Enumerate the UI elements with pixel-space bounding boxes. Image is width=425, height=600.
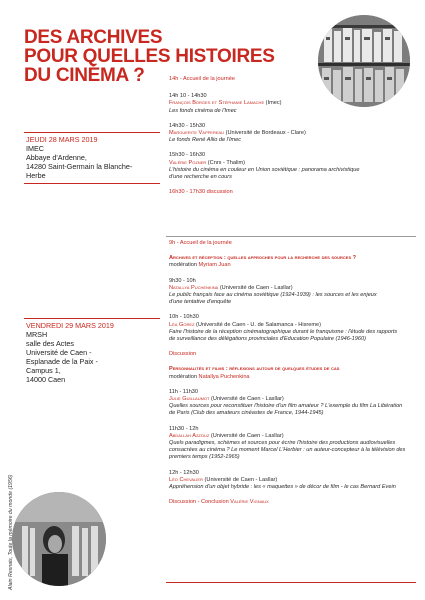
day2-s1-speaker: Natallya Puchenkina xyxy=(169,284,219,291)
day2-s3-speaker-line xyxy=(169,396,415,403)
film-still-photo xyxy=(12,492,106,586)
title-line-2: POUR QUELLES HISTOIRES xyxy=(24,46,275,67)
day1-date: JEUDI 28 MARS 2019 xyxy=(26,135,98,144)
day2-s5-affil: (Université de Caen - Lasllar) xyxy=(202,476,278,483)
day2-s5-time: 12h - 12h30 xyxy=(169,469,199,476)
day2-s2-speaker-line xyxy=(169,322,415,329)
day1-s2-speakers: Marguerite Vappereau xyxy=(169,130,225,137)
day1-welcome: 14h - Accueil de la journée xyxy=(169,76,235,82)
day2-place-5: Campus 1, xyxy=(26,366,61,375)
day1-s1-speakers: François Borges et Stéphanie Lamache xyxy=(169,100,265,107)
day2-closing-label: Discussion - Conclusion xyxy=(169,499,231,506)
day1-top-rule xyxy=(24,132,160,133)
day2-part1-mod-label: modération xyxy=(169,262,199,269)
day2-s4-affil: (Université de Caen - Lasllar) xyxy=(209,432,284,439)
day2-s4-time: 11h30 - 12h xyxy=(169,425,199,432)
day1-discussion: 16h30 - 17h30 discussion xyxy=(169,189,233,196)
day2-s5-title: Appréhension d'un objet hybride : les « maquettes » de décor de film - le cas Bernard Evein xyxy=(169,484,396,491)
day2-discussion-1: Discussion xyxy=(169,351,197,358)
day2-s3-title: Quelles sources pour reconstituer l'histoire d'un film amateur ? L'exemple du film La Libération xyxy=(169,403,403,410)
day-separator xyxy=(166,236,416,237)
day1-place-4: Herbe xyxy=(26,171,46,180)
day2-part2-mod-label: modération xyxy=(169,373,199,380)
day2-s5-speaker: Léo Chevalier xyxy=(169,476,203,483)
photo-credit-wrap xyxy=(8,474,14,591)
day2-venue xyxy=(26,321,166,384)
day2-top-rule xyxy=(24,318,160,319)
day2-s1-time: 9h30 - 10h xyxy=(169,277,196,284)
day1-s2-speaker-line xyxy=(169,130,415,137)
day1-s2-title: Le fonds René Allio de l'Imec xyxy=(169,137,242,144)
day1-s3-time: 15h30 - 16h30 xyxy=(169,152,206,159)
title-line-3: DU CINÉMA ? xyxy=(24,65,145,86)
day2-s2-affil: (Université de Caen - U. de Salamanca - Hisreme) xyxy=(194,321,321,328)
day2-s1-title: Le public français face au cinéma soviétique (1924-1939) : les sources et les enjeux xyxy=(169,292,377,299)
day2-place-1: MRSH xyxy=(26,330,48,339)
day1-place-2: Abbaye d'Ardenne, xyxy=(26,153,87,162)
day2-s5-speaker-line xyxy=(169,477,415,484)
day1-s2-affil: (Université de Bordeaux - Clare) xyxy=(224,130,306,137)
day2-date: VENDREDI 29 MARS 2019 xyxy=(26,321,114,330)
day1-s3-title-2: d'une recherche en cours xyxy=(169,174,232,181)
day1-s3-speakers: Valérie Pozner xyxy=(169,159,207,166)
day2-closing-name: Valérie Vignaux xyxy=(230,499,269,506)
day2-part2-mod-name: Natallya Puchenkina xyxy=(198,373,250,380)
day2-s1-title-2: d'une tentative d'enquête xyxy=(169,299,232,306)
day2-part2-heading: Personnalités et films : réflexions autour de quelques études de cas xyxy=(169,366,340,373)
day2-s1-speaker-line xyxy=(169,285,415,292)
day2-part1-heading: Archives et réception : quelles approches pour la recherche des sources ? xyxy=(169,255,357,262)
bottom-rule xyxy=(166,582,416,583)
day2-s3-affil: (Université de Caen - Lasllar) xyxy=(209,396,284,403)
day1-s1-time: 14h 10 - 14h30 xyxy=(169,93,207,100)
day2-part2-moderation xyxy=(169,374,415,381)
day2-s3-title-2: de Paris (Club des amateurs cinéastes de France, 1944-1945) xyxy=(169,410,324,417)
day2-closing xyxy=(169,499,415,506)
day2-s2-title-2: de surveillance des délégations provinciales d'Education Populaire (1946-1960) xyxy=(169,336,366,343)
day2-part1-moderation xyxy=(169,262,415,269)
day1-program xyxy=(169,76,415,196)
day2-place-4: Esplanade de la Paix - xyxy=(26,357,98,366)
day2-part1-mod-name: Myriam Juan xyxy=(198,262,231,269)
day1-s3-affil: (Cnrs - Thalim) xyxy=(206,159,245,166)
day2-s2-time: 10h - 10h30 xyxy=(169,314,199,321)
day2-s1-affil: (Université de Caen - Lasllar) xyxy=(218,284,293,291)
title-line-1: DES ARCHIVES xyxy=(24,27,163,48)
day1-s3-speaker-line xyxy=(169,160,415,167)
day2-s3-speaker: Julie Guillaumot xyxy=(169,396,210,403)
film-still-illustration xyxy=(12,492,106,586)
day2-s4-title: Quels paradigmes, schèmes et sources pour écrire l'histoire des productions audiovisuelles xyxy=(169,440,396,447)
day1-venue xyxy=(26,135,166,180)
day1-s2-time: 14h30 - 15h30 xyxy=(169,122,206,129)
day2-s4-speaker: Abdallah Azzouz xyxy=(169,432,210,439)
day2-s4-speaker-line xyxy=(169,433,415,440)
day1-s3-title: L'histoire du cinéma en couleur en Union soviétique : panorama archivistique xyxy=(169,166,360,173)
day2-place-6: 14000 Caen xyxy=(26,375,66,384)
day2-s4-title-2: consacrées au cinéma ? Le moment Marcel L'Herbier : un auteur-concepteur à la télévision des xyxy=(169,447,406,454)
day2-s2-title: Faire l'histoire de la réception cinématographique durant le franquisme : l'étude des rapports xyxy=(169,328,398,335)
day1-s1-speaker-line xyxy=(169,100,415,107)
day1-s1-title: Les fonds cinéma de l'Imec xyxy=(169,107,237,114)
day2-s2-speaker: Léa Gorez xyxy=(169,321,195,328)
day1-bottom-rule xyxy=(24,183,160,184)
day2-place-2: salle des Actes xyxy=(26,339,74,348)
day1-s1-affil: (Imec) xyxy=(264,100,282,107)
photo-credit: Alain Resnais, Toute la mémoire du monde (1956) xyxy=(8,474,14,590)
day1-place-3: 14280 Saint-Germain la Blanche- xyxy=(26,162,133,171)
day2-s4-title-3: premiers temps (1952-1965) xyxy=(169,454,240,461)
day2-place-3: Université de Caen - xyxy=(26,348,92,357)
day2-welcome: 9h - Accueil de la journée xyxy=(169,240,232,246)
day1-place-1: IMEC xyxy=(26,144,44,153)
day2-program xyxy=(169,240,415,506)
day2-s3-time: 11h - 11h30 xyxy=(169,388,199,395)
